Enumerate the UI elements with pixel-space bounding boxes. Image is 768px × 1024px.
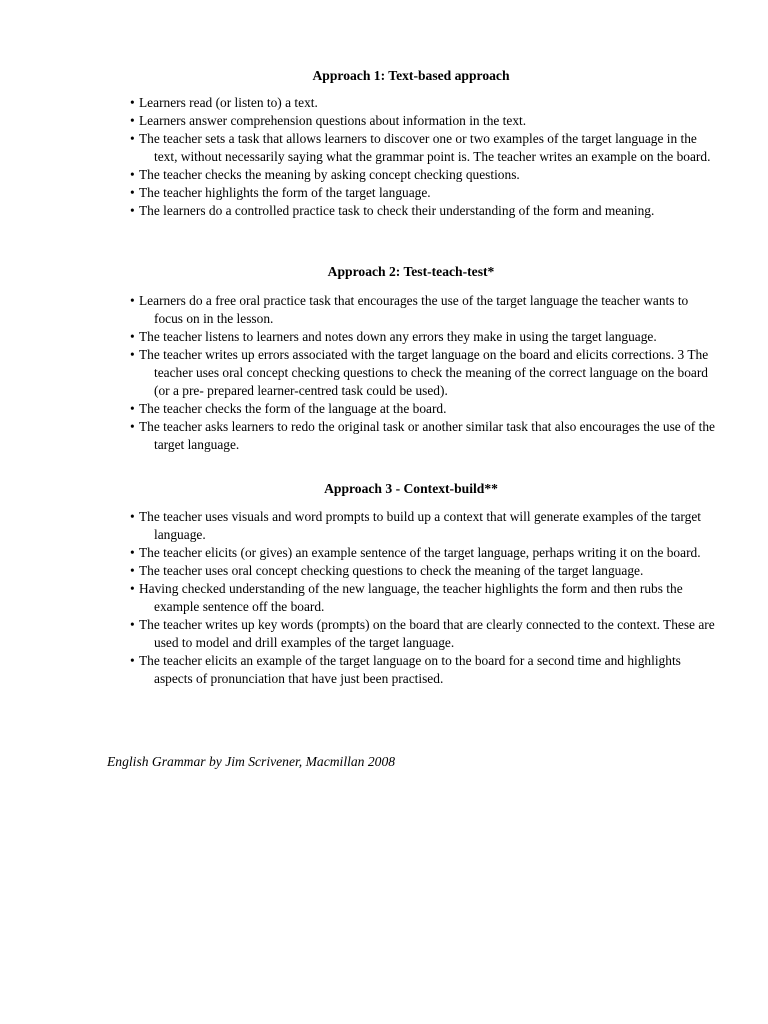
bullet: • (130, 113, 135, 128)
bullet: • (130, 581, 135, 596)
list-item: • Learners read (or listen to) a text. (130, 95, 318, 110)
list-item: • The teacher uses visuals and word prompts to build up a context that will generate examples of the target language. (130, 509, 701, 542)
section-list-approach-2 (130, 292, 720, 454)
list-item: • The teacher checks the meaning by asking concept checking questions. (130, 167, 520, 182)
list-item: • The learners do a controlled practice task to check their understanding of the form and meaning. (130, 203, 655, 218)
list-item: • The teacher writes up key words (prompts) on the board that are clearly connected to the context. These are used to model and drill examples of the target language. (130, 617, 715, 650)
bullet: • (130, 545, 135, 560)
bullet: • (130, 347, 135, 362)
list-item: • The teacher listens to learners and notes down any errors they make in using the target language. (130, 329, 657, 344)
bullet: • (130, 95, 135, 110)
list-item: • The teacher elicits (or gives) an example sentence of the target language, perhaps writing it on the board. (130, 545, 701, 560)
bullet: • (130, 509, 135, 524)
bullet: • (130, 563, 135, 578)
list-item: • The teacher writes up errors associated with the target language on the board and elicits corrections. 3 The teacher uses oral concept checking questions to check the meaning of the correct language on the board (or a pre- prepared learner-centred task could be used). (130, 347, 709, 398)
section-heading-approach-2: Approach 2: Test-teach-test* (327, 264, 495, 279)
bullet: • (130, 401, 135, 416)
bullet: • (130, 293, 135, 308)
section-list-approach-3 (130, 508, 720, 688)
list-item: • Having checked understanding of the new language, the teacher highlights the form and then rubs the example sentence off the board. (130, 581, 683, 614)
bullet: • (130, 653, 135, 668)
section-heading-approach-1: Approach 1: Text-based approach (312, 68, 510, 83)
section-heading-approach-3: Approach 3 - Context-build** (324, 481, 498, 496)
bullet: • (130, 203, 135, 218)
source-citation: English Grammar by Jim Scrivener, Macmillan 2008 (107, 754, 396, 769)
bullet: • (130, 329, 135, 344)
bullet: • (130, 617, 135, 632)
list-item: • The teacher elicits an example of the target language on to the board for a second time and highlights aspects of pronunciation that have just been practised. (130, 653, 681, 686)
list-item: • The teacher sets a task that allows learners to discover one or two examples of the target language in the text, without necessarily saying what the grammar point is. The teacher writes an example on the board. (130, 131, 711, 164)
bullet: • (130, 419, 135, 434)
list-item: • The teacher asks learners to redo the original task or another similar task that also encourages the use of the target language. (130, 419, 715, 452)
section-list-approach-1 (130, 94, 720, 220)
bullet: • (130, 167, 135, 182)
bullet: • (130, 185, 135, 200)
list-item: • Learners do a free oral practice task that encourages the use of the target language the teacher wants to focus on in the lesson. (130, 293, 689, 326)
bullet: • (130, 131, 135, 146)
list-item: • The teacher checks the form of the language at the board. (130, 401, 447, 416)
list-item: • Learners answer comprehension questions about information in the text. (130, 113, 527, 128)
list-item: • The teacher highlights the form of the target language. (130, 185, 431, 200)
list-item: • The teacher uses oral concept checking questions to check the meaning of the target language. (130, 563, 644, 578)
